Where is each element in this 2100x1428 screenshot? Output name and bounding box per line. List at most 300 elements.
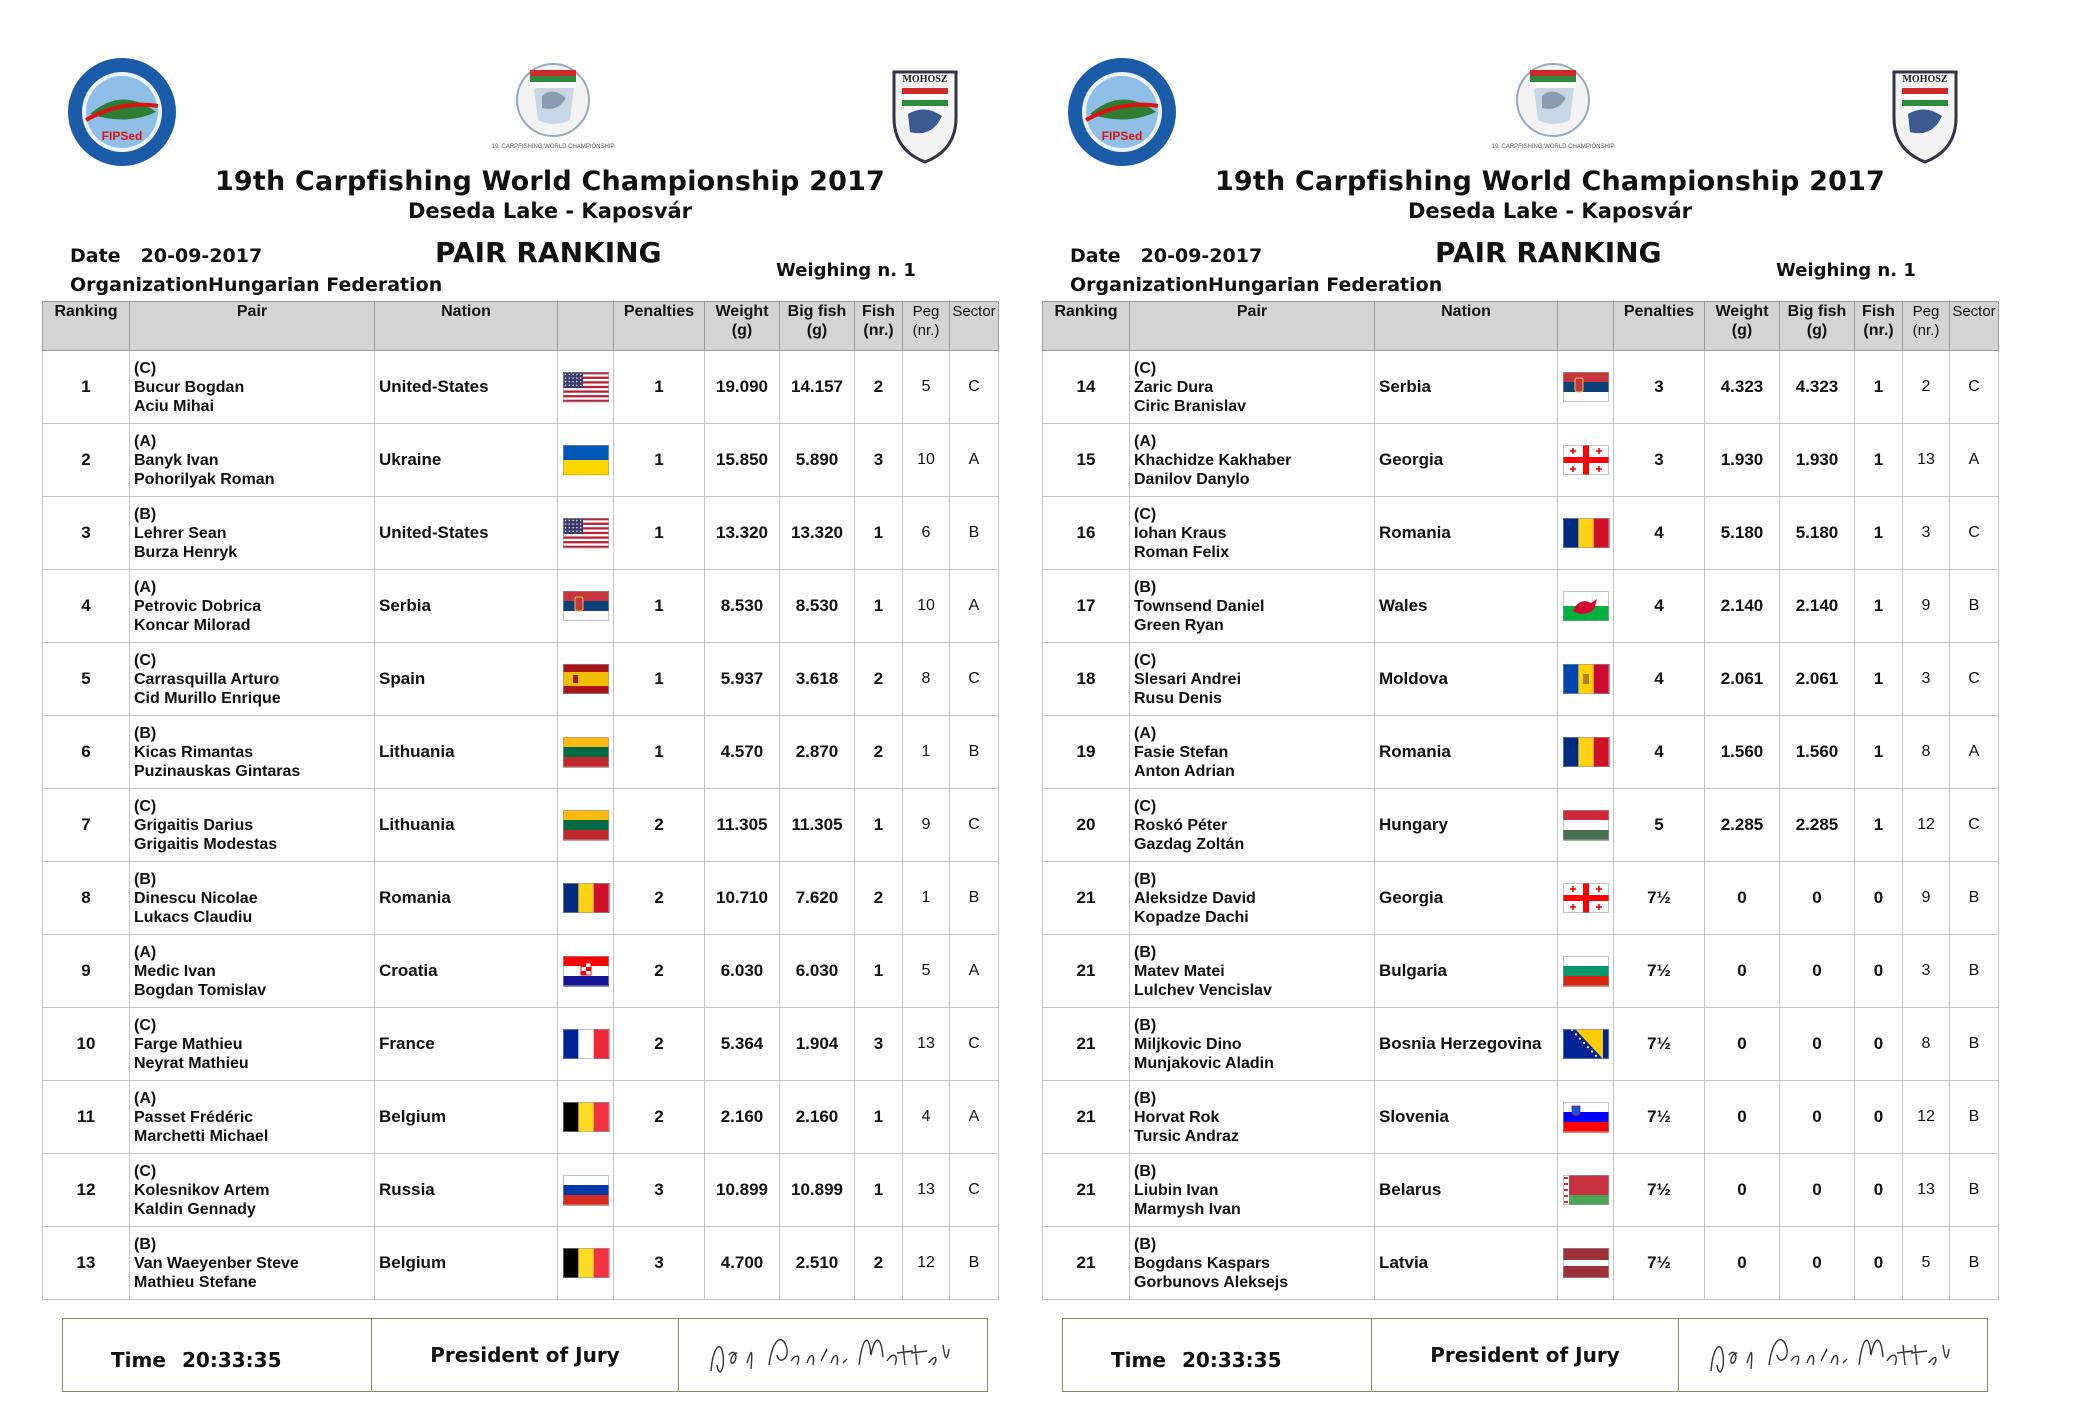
ranking-cell: 21: [1043, 862, 1130, 935]
pair-group: (B): [1134, 1089, 1157, 1107]
pair-group: (C): [134, 797, 157, 815]
col-header-peg-unit: (nr.): [1912, 322, 1940, 339]
world-championship-logo: [491, 50, 615, 168]
col-header-pair[interactable]: Pair: [130, 302, 375, 351]
col-header-ranking[interactable]: Ranking: [1043, 302, 1130, 351]
pair-group: (C): [1134, 359, 1157, 377]
pair-angler-2: Mathieu Stefane: [134, 1273, 257, 1291]
date-row: [1070, 245, 1262, 267]
pair-angler-2: Danilov Danylo: [1134, 470, 1250, 488]
penalties-cell: 3: [614, 1154, 705, 1227]
pair-cell: [130, 789, 375, 862]
president-of-jury-label: President of Jury: [372, 1319, 679, 1391]
pair-angler-2: Marchetti Michael: [134, 1127, 269, 1145]
pair-angler-1: Aleksidze David: [1134, 889, 1256, 907]
mohosz-logo-text: MOHOSZ: [1902, 74, 1948, 85]
big-fish-cell: 4.323: [1780, 351, 1855, 424]
pair-angler-2: Aciu Mihai: [134, 397, 215, 415]
pair-angler-1: Bogdans Kaspars: [1134, 1254, 1271, 1272]
pair-angler-2: Tursic Andraz: [1134, 1127, 1239, 1145]
fish-count-cell: 1: [1855, 643, 1903, 716]
penalties-cell: 2: [614, 1008, 705, 1081]
date-value: 20-09-2017: [140, 245, 263, 267]
footer-time-cell: [1063, 1319, 1372, 1391]
mohosz-logo: [1884, 58, 1966, 166]
weight-cell: 4.700: [705, 1227, 780, 1300]
table-row[interactable]: [1043, 1227, 1999, 1300]
peg-cell: 1: [903, 716, 950, 789]
penalties-cell: 4: [1614, 643, 1705, 716]
date-label: Date: [70, 245, 121, 267]
big-fish-cell: 14.157: [780, 351, 855, 424]
flag-serbia-icon: [558, 570, 614, 643]
fish-count-cell: 1: [1855, 424, 1903, 497]
pair-angler-1: Khachidze Kakhaber: [1134, 451, 1292, 469]
pair-angler-1: Roskó Péter: [1134, 816, 1228, 834]
pair-group: (C): [134, 1016, 157, 1034]
fish-count-cell: 0: [1855, 1227, 1903, 1300]
table-row[interactable]: [43, 935, 999, 1008]
table-row[interactable]: [1043, 862, 1999, 935]
sector-cell: C: [1950, 351, 1999, 424]
world-championship-logo-text: 19. CARPFISHING WORLD CHAMPIONSHIP: [1491, 144, 1615, 150]
col-header-fish[interactable]: [1855, 302, 1903, 351]
col-header-penalties[interactable]: Penalties: [614, 302, 705, 351]
penalties-cell: 7½: [1614, 935, 1705, 1008]
ranking-cell: 8: [43, 862, 130, 935]
pair-group: (A): [134, 1089, 157, 1107]
peg-cell: 9: [1903, 862, 1950, 935]
pair-angler-2: Anton Adrian: [1134, 762, 1235, 780]
pair-group: (B): [1134, 870, 1157, 888]
table-row[interactable]: [1043, 1154, 1999, 1227]
pair-cell: [1130, 1081, 1375, 1154]
nation-cell: Georgia: [1375, 862, 1558, 935]
big-fish-cell: 13.320: [780, 497, 855, 570]
ranking-sheet-left: [0, 0, 1000, 1428]
pair-cell: [130, 862, 375, 935]
fish-count-cell: 1: [855, 497, 903, 570]
peg-cell: 13: [903, 1154, 950, 1227]
pair-cell: [130, 643, 375, 716]
fish-count-cell: 0: [1855, 935, 1903, 1008]
sector-cell: C: [950, 1154, 999, 1227]
weight-cell: 0: [1705, 1154, 1780, 1227]
time-value: 20:33:35: [182, 1348, 282, 1372]
fips-logo-text: FIPSed: [101, 129, 143, 143]
pair-angler-1: Passet Frédéric: [134, 1108, 254, 1126]
footer-time-cell: [63, 1319, 372, 1391]
weight-cell: 2.140: [1705, 570, 1780, 643]
table-row[interactable]: [1043, 424, 1999, 497]
col-header-big-fish-unit: (g): [806, 322, 828, 339]
flag-georgia-icon: [1558, 424, 1614, 497]
table-row[interactable]: [1043, 570, 1999, 643]
penalties-cell: 1: [614, 497, 705, 570]
pair-group: (A): [134, 943, 157, 961]
weight-cell: 2.061: [1705, 643, 1780, 716]
ranking-cell: 17: [1043, 570, 1130, 643]
table-row[interactable]: [1043, 789, 1999, 862]
col-header-big-fish[interactable]: [780, 302, 855, 351]
flag-france-icon: [558, 1008, 614, 1081]
table-row[interactable]: [43, 570, 999, 643]
col-header-big-fish[interactable]: [1780, 302, 1855, 351]
ranking-cell: 21: [1043, 935, 1130, 1008]
table-row[interactable]: [43, 351, 999, 424]
table-row[interactable]: [43, 1081, 999, 1154]
nation-cell: France: [375, 1008, 558, 1081]
ranking-cell: 21: [1043, 1081, 1130, 1154]
venue-subtitle: Deseda Lake - Kaposvár: [1407, 199, 1693, 223]
sector-cell: A: [950, 570, 999, 643]
fish-count-cell: 1: [855, 570, 903, 643]
sector-cell: C: [950, 351, 999, 424]
sector-cell: B: [1950, 862, 1999, 935]
signature-footer: [1062, 1318, 1988, 1392]
fish-count-cell: 1: [855, 789, 903, 862]
fish-count-cell: 3: [855, 424, 903, 497]
pair-cell: [1130, 789, 1375, 862]
pair-group: (C): [1134, 797, 1157, 815]
pair-group: (B): [1134, 578, 1157, 596]
pair-angler-2: Puzinauskas Gintaras: [134, 762, 301, 780]
weight-cell: 15.850: [705, 424, 780, 497]
fish-count-cell: 1: [1855, 570, 1903, 643]
pair-cell: [1130, 935, 1375, 1008]
table-row[interactable]: [43, 497, 999, 570]
flag-ukraine-icon: [558, 424, 614, 497]
table-header-row: [1043, 302, 1999, 351]
pair-cell: [130, 351, 375, 424]
pair-cell: [130, 570, 375, 643]
sector-cell: C: [950, 1008, 999, 1081]
penalties-cell: 7½: [1614, 1008, 1705, 1081]
pair-angler-1: Banyk Ivan: [134, 451, 219, 469]
pair-angler-2: Pohorilyak Roman: [134, 470, 275, 488]
fish-count-cell: 1: [855, 935, 903, 1008]
world-championship-logo-text: 19. CARPFISHING WORLD CHAMPIONSHIP: [491, 144, 615, 150]
penalties-cell: 1: [614, 351, 705, 424]
pair-angler-1: Liubin Ivan: [1134, 1181, 1219, 1199]
ranking-cell: 16: [1043, 497, 1130, 570]
weight-cell: 19.090: [705, 351, 780, 424]
weight-cell: 2.160: [705, 1081, 780, 1154]
nation-cell: Belgium: [375, 1227, 558, 1300]
pair-angler-1: Iohan Kraus: [1134, 524, 1227, 542]
table-row[interactable]: [1043, 643, 1999, 716]
pair-group: (A): [1134, 432, 1157, 450]
col-header-weight[interactable]: [705, 302, 780, 351]
report-title: PAIR RANKING: [1435, 236, 1662, 269]
pair-angler-2: Cid Murillo Enrique: [134, 689, 281, 707]
nation-cell: Latvia: [1375, 1227, 1558, 1300]
pair-cell: [130, 424, 375, 497]
col-header-ranking[interactable]: Ranking: [43, 302, 130, 351]
pair-angler-1: Carrasquilla Arturo: [134, 670, 280, 688]
pair-angler-1: Dinescu Nicolae: [134, 889, 258, 907]
col-header-peg[interactable]: [903, 302, 950, 351]
col-header-nation[interactable]: Nation: [375, 302, 558, 351]
championship-title: 19th Carpfishing World Championship 2017: [1214, 166, 1886, 197]
pair-cell: [1130, 351, 1375, 424]
championship-title: 19th Carpfishing World Championship 2017: [214, 166, 886, 197]
ranking-cell: 19: [1043, 716, 1130, 789]
table-row[interactable]: [1043, 351, 1999, 424]
pair-group: (B): [1134, 1016, 1157, 1034]
signature-footer: [62, 1318, 988, 1392]
ranking-cell: 18: [1043, 643, 1130, 716]
nation-cell: Georgia: [1375, 424, 1558, 497]
table-row[interactable]: [1043, 497, 1999, 570]
big-fish-cell: 1.930: [1780, 424, 1855, 497]
organization-value: Hungarian Federation: [1208, 274, 1443, 296]
pair-group: (B): [134, 1235, 157, 1253]
table-row[interactable]: [43, 862, 999, 935]
pair-group: (B): [1134, 1162, 1157, 1180]
table-row[interactable]: [1043, 935, 1999, 1008]
ranking-cell: 3: [43, 497, 130, 570]
pair-angler-1: Townsend Daniel: [1134, 597, 1265, 615]
weighing-number: Weighing n. 1: [776, 260, 916, 281]
fish-count-cell: 0: [1855, 1081, 1903, 1154]
pair-angler-1: Lehrer Sean: [134, 524, 227, 542]
weight-cell: 5.937: [705, 643, 780, 716]
sector-cell: B: [1950, 1227, 1999, 1300]
flag-lithuania-icon: [558, 716, 614, 789]
ranking-cell: 20: [1043, 789, 1130, 862]
big-fish-cell: 0: [1780, 1154, 1855, 1227]
fish-count-cell: 1: [1855, 789, 1903, 862]
peg-cell: 6: [903, 497, 950, 570]
flag-romania-icon: [1558, 716, 1614, 789]
big-fish-cell: 2.140: [1780, 570, 1855, 643]
pair-cell: [1130, 1154, 1375, 1227]
flag-russia-icon: [558, 1154, 614, 1227]
peg-cell: 10: [903, 570, 950, 643]
fips-logo-text: FIPSed: [1101, 129, 1143, 143]
big-fish-cell: 10.899: [780, 1154, 855, 1227]
weight-cell: 2.285: [1705, 789, 1780, 862]
flag-georgia-icon: [1558, 862, 1614, 935]
ranking-table: [42, 301, 999, 1300]
pair-cell: [130, 1227, 375, 1300]
peg-cell: 2: [1903, 351, 1950, 424]
peg-cell: 10: [903, 424, 950, 497]
pair-angler-1: Horvat Rok: [1134, 1108, 1220, 1126]
flag-romania-icon: [1558, 497, 1614, 570]
peg-cell: 9: [903, 789, 950, 862]
weighing-number: Weighing n. 1: [1776, 260, 1916, 281]
big-fish-cell: 1.560: [1780, 716, 1855, 789]
weight-cell: 10.899: [705, 1154, 780, 1227]
pair-angler-1: Medic Ivan: [134, 962, 216, 980]
pair-angler-2: Kopadze Dachi: [1134, 908, 1249, 926]
nation-cell: Wales: [1375, 570, 1558, 643]
penalties-cell: 1: [614, 716, 705, 789]
table-row[interactable]: [43, 643, 999, 716]
flag-moldova-icon: [1558, 643, 1614, 716]
flag-belgium-icon: [558, 1227, 614, 1300]
table-row[interactable]: [43, 789, 999, 862]
ranking-cell: 6: [43, 716, 130, 789]
fish-count-cell: 2: [855, 643, 903, 716]
sector-cell: C: [1950, 497, 1999, 570]
table-row[interactable]: [1043, 716, 1999, 789]
organization-row: [1070, 274, 1442, 296]
pair-angler-2: Grigaitis Modestas: [134, 835, 278, 853]
weight-cell: 0: [1705, 1008, 1780, 1081]
weight-cell: 1.930: [1705, 424, 1780, 497]
peg-cell: 13: [903, 1008, 950, 1081]
weight-cell: 8.530: [705, 570, 780, 643]
big-fish-cell: 5.180: [1780, 497, 1855, 570]
big-fish-cell: 0: [1780, 935, 1855, 1008]
pair-group: (C): [134, 1162, 157, 1180]
flag-belgium-icon: [558, 1081, 614, 1154]
pair-group: (B): [134, 870, 157, 888]
pair-angler-2: Gazdag Zoltán: [1134, 835, 1245, 853]
col-header-sector[interactable]: Sector: [950, 302, 999, 351]
sector-cell: B: [1950, 1081, 1999, 1154]
big-fish-cell: 5.890: [780, 424, 855, 497]
col-header-pair[interactable]: Pair: [1130, 302, 1375, 351]
ranking-cell: 15: [1043, 424, 1130, 497]
table-header-row: [43, 302, 999, 351]
weight-cell: 4.323: [1705, 351, 1780, 424]
sector-cell: B: [1950, 1154, 1999, 1227]
peg-cell: 12: [1903, 789, 1950, 862]
sector-cell: A: [1950, 716, 1999, 789]
date-value: 20-09-2017: [1140, 245, 1263, 267]
col-header-weight[interactable]: [1705, 302, 1780, 351]
ranking-cell: 21: [1043, 1227, 1130, 1300]
ranking-cell: 9: [43, 935, 130, 1008]
peg-cell: 3: [1903, 935, 1950, 1008]
fish-count-cell: 1: [1855, 716, 1903, 789]
ranking-sheet-right: [1000, 0, 2000, 1428]
sector-cell: A: [1950, 424, 1999, 497]
nation-cell: Russia: [375, 1154, 558, 1227]
nation-cell: Belarus: [1375, 1154, 1558, 1227]
col-header-fish-unit: (nr.): [863, 322, 894, 339]
flag-bulgaria-icon: [1558, 935, 1614, 1008]
world-championship-logo: [1491, 50, 1615, 168]
col-header-fish-label: Fish: [1862, 303, 1895, 320]
mohosz-logo: [884, 58, 966, 166]
fish-count-cell: 2: [855, 1227, 903, 1300]
pair-angler-2: Neyrat Mathieu: [134, 1054, 249, 1072]
col-header-fish-unit: (nr.): [1863, 322, 1894, 339]
ranking-cell: 2: [43, 424, 130, 497]
organization-label: Organization: [70, 274, 209, 296]
flag-spain-icon: [558, 643, 614, 716]
pair-angler-1: Kicas Rimantas: [134, 743, 254, 761]
nation-cell: Bulgaria: [1375, 935, 1558, 1008]
ranking-cell: 7: [43, 789, 130, 862]
fish-count-cell: 2: [855, 716, 903, 789]
col-header-sector[interactable]: Sector: [1950, 302, 1999, 351]
pair-cell: [130, 1154, 375, 1227]
pair-angler-1: Petrovic Dobrica: [134, 597, 262, 615]
weight-cell: 5.364: [705, 1008, 780, 1081]
pair-angler-1: Kolesnikov Artem: [134, 1181, 270, 1199]
pair-angler-2: Bogdan Tomislav: [134, 981, 267, 999]
table-row[interactable]: [1043, 1008, 1999, 1081]
sector-cell: C: [1950, 643, 1999, 716]
big-fish-cell: 1.904: [780, 1008, 855, 1081]
organization-value: Hungarian Federation: [208, 274, 443, 296]
col-header-weight-unit: (g): [1731, 322, 1753, 339]
fish-count-cell: 0: [1855, 1008, 1903, 1081]
pair-cell: [130, 716, 375, 789]
col-header-penalties[interactable]: Penalties: [1614, 302, 1705, 351]
pair-group: (C): [134, 651, 157, 669]
pair-cell: [130, 1081, 375, 1154]
peg-cell: 4: [903, 1081, 950, 1154]
col-header-weight-label: Weight: [1715, 303, 1769, 320]
penalties-cell: 4: [1614, 716, 1705, 789]
flag-hungary-icon: [1558, 789, 1614, 862]
col-header-peg[interactable]: [1903, 302, 1950, 351]
table-row[interactable]: [43, 424, 999, 497]
penalties-cell: 1: [614, 424, 705, 497]
venue-subtitle: Deseda Lake - Kaposvár: [407, 199, 693, 223]
big-fish-cell: 6.030: [780, 935, 855, 1008]
pair-angler-1: Miljkovic Dino: [1134, 1035, 1242, 1053]
peg-cell: 12: [903, 1227, 950, 1300]
big-fish-cell: 11.305: [780, 789, 855, 862]
col-header-fish-label: Fish: [862, 303, 895, 320]
fish-count-cell: 1: [1855, 497, 1903, 570]
sector-cell: B: [1950, 1008, 1999, 1081]
table-row[interactable]: [43, 1008, 999, 1081]
nation-cell: Lithuania: [375, 789, 558, 862]
table-row[interactable]: [1043, 1081, 1999, 1154]
ranking-cell: 12: [43, 1154, 130, 1227]
pair-group: (B): [134, 505, 157, 523]
col-header-peg-label: Peg: [912, 303, 940, 320]
penalties-cell: 2: [614, 862, 705, 935]
weight-cell: 11.305: [705, 789, 780, 862]
peg-cell: 13: [1903, 1154, 1950, 1227]
table-row[interactable]: [43, 1227, 999, 1300]
table-row[interactable]: [43, 716, 999, 789]
pair-angler-1: Zaric Dura: [1134, 378, 1214, 396]
penalties-cell: 4: [1614, 570, 1705, 643]
fish-count-cell: 1: [855, 1081, 903, 1154]
nation-cell: Serbia: [375, 570, 558, 643]
mohosz-logo-text: MOHOSZ: [902, 74, 948, 85]
nation-cell: Romania: [1375, 716, 1558, 789]
peg-cell: 3: [1903, 643, 1950, 716]
fish-count-cell: 0: [1855, 862, 1903, 935]
table-row[interactable]: [43, 1154, 999, 1227]
col-header-fish[interactable]: [855, 302, 903, 351]
col-header-nation[interactable]: Nation: [1375, 302, 1558, 351]
pair-angler-1: Matev Matei: [1134, 962, 1225, 980]
flag-bosnia-icon: [1558, 1008, 1614, 1081]
pair-angler-1: Farge Mathieu: [134, 1035, 243, 1053]
ranking-cell: 21: [1043, 1008, 1130, 1081]
pair-cell: [1130, 643, 1375, 716]
penalties-cell: 3: [614, 1227, 705, 1300]
big-fish-cell: 2.870: [780, 716, 855, 789]
penalties-cell: 1: [614, 643, 705, 716]
pair-cell: [1130, 1008, 1375, 1081]
penalties-cell: 3: [1614, 424, 1705, 497]
ranking-cell: 13: [43, 1227, 130, 1300]
